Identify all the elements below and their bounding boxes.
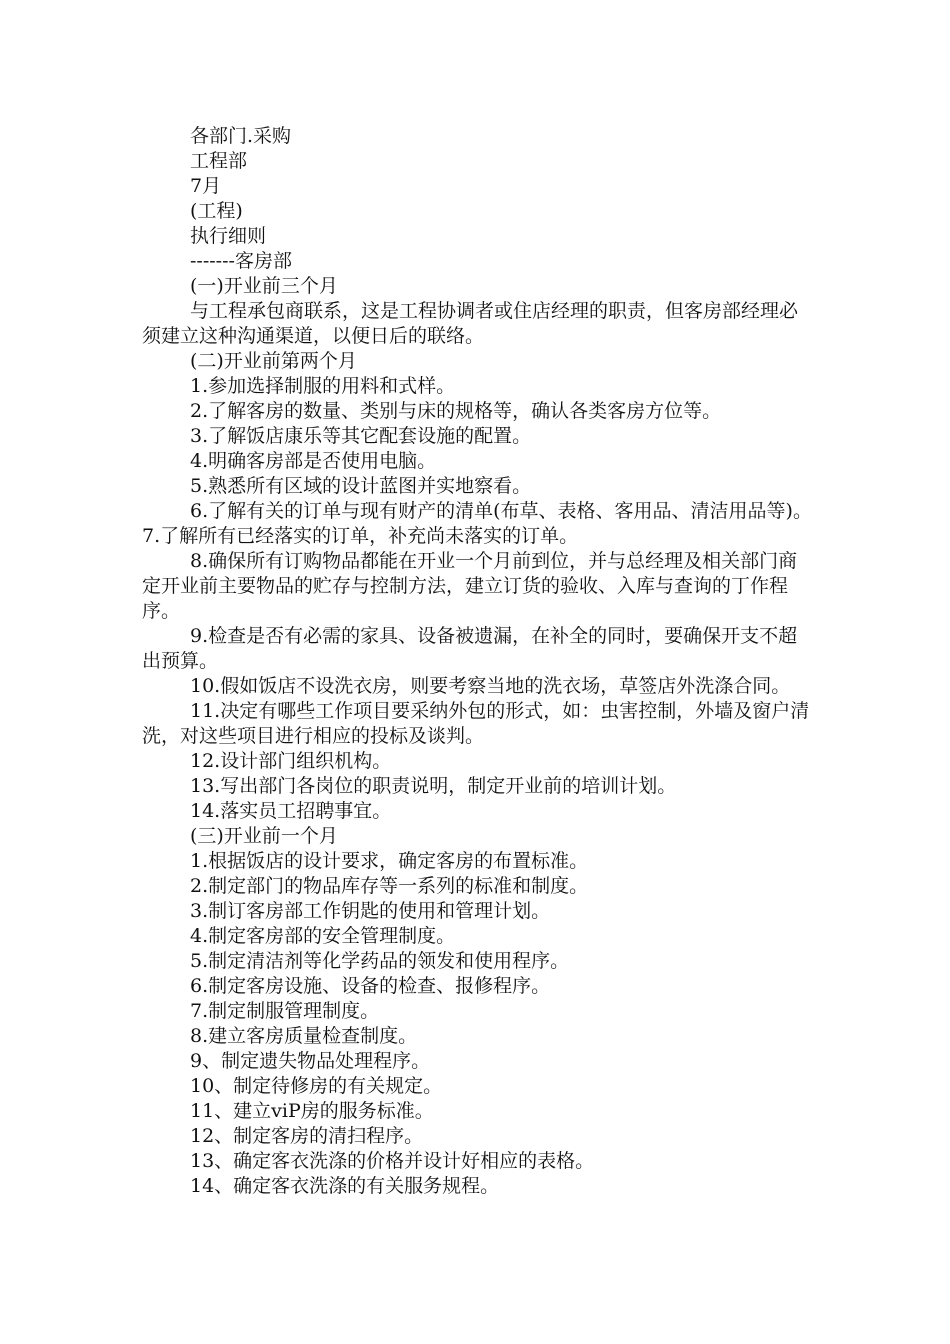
- header-rules: 执行细则: [190, 225, 267, 247]
- list-item: 3.了解饭店康乐等其它配套设施的配置。: [190, 425, 532, 447]
- document-body: [142, 124, 812, 1199]
- list-item: 6.制定客房设施、设备的检查、报修程序。: [190, 975, 551, 997]
- list-item: 5.制定清洁剂等化学药品的领发和使用程序。: [190, 950, 570, 972]
- header-departments: 各部门.采购: [190, 125, 292, 147]
- list-item: 1.根据饭店的设计要求，确定客房的布置标准。: [190, 850, 589, 872]
- list-item: 13.写出部门各岗位的职责说明，制定开业前的培训计划。: [190, 775, 677, 797]
- list-item: 14.落实员工招聘事宜。: [190, 800, 392, 822]
- list-item: 12.设计部门组织机构。: [190, 750, 392, 772]
- list-item: 3.制订客房部工作钥匙的使用和管理计划。: [190, 900, 551, 922]
- list-item: 1.参加选择制服的用料和式样。: [190, 375, 456, 397]
- header-project: (工程): [190, 200, 243, 222]
- list-paragraph-11: 11.决定有哪些工作项目要采纳外包的形式，如：虫害控制，外墙及窗户清洗，对这些项目进行相应的投标及谈判。: [142, 700, 810, 747]
- list-paragraph-8: 8.确保所有订购物品都能在开业一个月前到位，并与总经理及相关部门商定开业前主要物品的贮存与控制方法，建立订货的验收、入库与查询的丁作程序。: [142, 550, 798, 622]
- list-item: 11、建立viP房的服务标准。: [190, 1100, 434, 1122]
- list-item: 14、确定客衣洗涤的有关服务规程。: [190, 1175, 500, 1197]
- header-month: 7月: [190, 175, 222, 197]
- list-item: 2.了解客房的数量、类别与床的规格等，确认各类客房方位等。: [190, 400, 722, 422]
- list-item: 2.制定部门的物品库存等一系列的标准和制度。: [190, 875, 589, 897]
- section-3-title: (三)开业前一个月: [190, 825, 338, 847]
- list-paragraph-6: 6.了解有关的订单与现有财产的清单(布草、表格、客用品、清洁用品等)。7.了解所有已经落实的订单，补充尚未落实的订单。: [142, 500, 812, 547]
- list-item: 7.制定制服管理制度。: [190, 1000, 380, 1022]
- list-item: 8.建立客房质量检查制度。: [190, 1025, 418, 1047]
- list-item: 4.明确客房部是否使用电脑。: [190, 450, 437, 472]
- list-item: 10、制定待修房的有关规定。: [190, 1075, 443, 1097]
- section-1-paragraph: 与工程承包商联系，这是工程协调者或住店经理的职责，但客房部经理必须建立这种沟通渠道，以便日后的联络。: [142, 300, 799, 347]
- section-2-title: (二)开业前第两个月: [190, 350, 357, 372]
- header-engineering: 工程部: [190, 150, 248, 172]
- list-item: 4.制定客房部的安全管理制度。: [190, 925, 456, 947]
- list-item: 5.熟悉所有区域的设计蓝图并实地察看。: [190, 475, 532, 497]
- list-item: 9、制定遗失物品处理程序。: [190, 1050, 431, 1072]
- header-housekeeping: -------客房部: [190, 250, 292, 272]
- list-paragraph-10: 10.假如饭店不设洗衣房，则要考察当地的洗衣场，草签店外洗涤合同。: [190, 675, 791, 697]
- list-item: 13、确定客衣洗涤的价格并设计好相应的表格。: [190, 1150, 595, 1172]
- list-item: 12、制定客房的清扫程序。: [190, 1125, 424, 1147]
- section-1-title: (一)开业前三个月: [190, 275, 338, 297]
- list-paragraph-9: 9.检查是否有必需的家具、设备被遗漏，在补全的同时，要确保开支不超出预算。: [142, 625, 798, 672]
